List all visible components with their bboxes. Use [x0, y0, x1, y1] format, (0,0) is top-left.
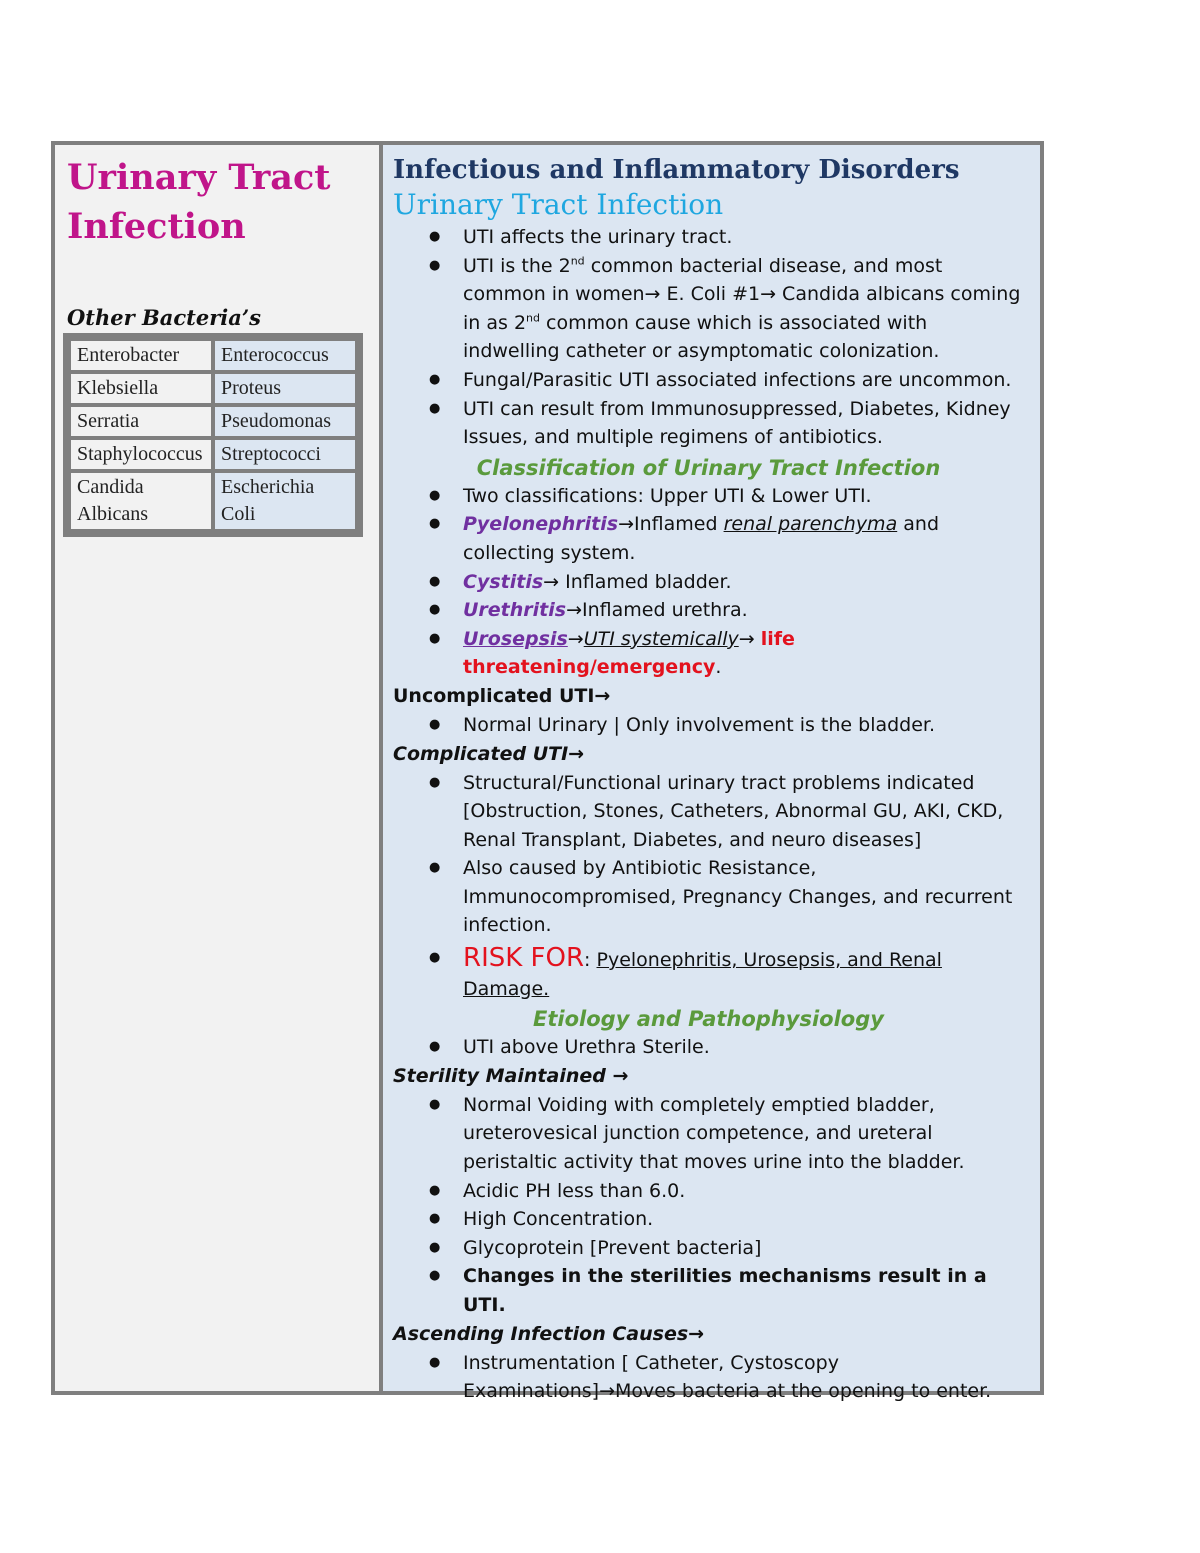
main-heading: Infectious and Inflammatory Disorders [393, 155, 960, 185]
right-column [383, 145, 1040, 1403]
classification-list [393, 482, 1024, 682]
term-urosepsis: Urosepsis [463, 627, 568, 650]
term-cystitis: Cystitis [463, 570, 544, 593]
table-row [71, 407, 355, 436]
list-item: ● Instrumentation [ Catheter, Cystoscopy Examinations]→Moves bacteria at the opening to enter. [463, 1349, 1024, 1406]
list-item: ● Glycoprotein [Prevent bacteria] [463, 1234, 1024, 1263]
list-item: ● Changes in the sterilities mechanisms result in a UTI. [463, 1262, 1024, 1319]
list-item: ● Normal Urinary | Only involvement is the bladder. [463, 711, 1024, 740]
etiology-list [393, 1033, 1024, 1062]
list-item: ● Acidic PH less than 6.0. [463, 1177, 1024, 1206]
item-text: Pyelonephritis, Urosepsis, and Renal Damage. [463, 949, 942, 1000]
list-item: ● Normal Voiding with completely emptied bladder, ureterovesical junction competence, and ureteral peristaltic activity that moves urine into the bladder. [463, 1091, 1024, 1177]
item-text: UTI is the 2 [463, 254, 571, 277]
bacteria-cell: Streptococci [215, 440, 355, 469]
term-pyelonephritis: Pyelonephritis [463, 513, 619, 536]
item-text: renal parenchyma [723, 513, 898, 536]
bacteria-cell: Pseudomonas [215, 407, 355, 436]
table-row [71, 341, 355, 370]
item-text: →Inflamed urethra. [566, 599, 748, 622]
list-item: ● UTI can result from Immunosuppressed, Diabetes, Kidney Issues, and multiple regimens of antibiotics. [463, 395, 1024, 452]
table-row [71, 473, 355, 529]
bacteria-subtitle: Other Bacteria’s [67, 305, 261, 330]
ascending-label: Ascending Infection Causes→ [393, 1322, 705, 1345]
item-text: → [567, 627, 584, 650]
bacteria-cell: Enterobacter [71, 341, 211, 370]
left-column [55, 145, 379, 1391]
uncomplicated-label: Uncomplicated UTI→ [393, 684, 611, 707]
item-text: common bacterial disease, and most common in women→ E. Coli #1→ Candida albicans coming in as 2 [463, 254, 1021, 334]
bacteria-cell: Candida Albicans [71, 473, 211, 529]
list-item: ● Also caused by Antibiotic Resistance, Immunocompromised, Pregnancy Changes, and recurrent infection. [463, 854, 1024, 940]
bacteria-cell: Serratia [71, 407, 211, 436]
list-item [463, 252, 1024, 366]
warning-text: life threatening/emergency [463, 627, 795, 679]
complicated-label: Complicated UTI→ [393, 742, 585, 765]
item-text: → Inflamed bladder. [543, 570, 732, 593]
item-text: . [715, 656, 722, 679]
document-table [51, 141, 1044, 1403]
list-item [463, 625, 1024, 682]
item-text: →Inflamed [618, 513, 724, 536]
list-item: ● Fungal/Parasitic UTI associated infections are uncommon. [463, 366, 1024, 395]
superscript: nd [570, 254, 585, 268]
list-item: ● UTI above Urethra Sterile. [463, 1033, 1024, 1062]
bacteria-cell: Staphylococcus [71, 440, 211, 469]
sub-heading: Urinary Tract Infection [393, 188, 724, 221]
left-title-line2: Infection [67, 206, 246, 247]
item-text: → [738, 627, 761, 650]
bacteria-cell: Klebsiella [71, 374, 211, 403]
risk-label: RISK FOR [463, 943, 585, 974]
table-row [71, 440, 355, 469]
list-item: ● UTI affects the urinary tract. [463, 223, 1024, 252]
item-text: and collecting system. [463, 513, 940, 564]
sterility-label: Sterility Maintained → [393, 1064, 629, 1087]
bacteria-cell: Proteus [215, 374, 355, 403]
bacteria-cell: Escherichia Coli [215, 473, 355, 529]
item-text: : [584, 949, 597, 972]
list-item: ● High Concentration. [463, 1205, 1024, 1234]
list-item [463, 596, 1024, 625]
item-text: UTI systemically [583, 627, 739, 650]
list-item: ● Two classifications: Upper UTI & Lower UTI. [463, 482, 1024, 511]
superscript: nd [526, 311, 540, 325]
intro-list [393, 223, 1024, 452]
etiology-title: Etiology and Pathophysiology [533, 1007, 884, 1032]
list-item [463, 568, 1024, 597]
left-title [67, 153, 367, 251]
left-title-line1: Urinary Tract [67, 157, 331, 198]
classification-title: Classification of Urinary Tract Infection [476, 455, 941, 480]
sterility-list [393, 1091, 1024, 1320]
uncomplicated-list [393, 711, 1024, 740]
table-row [71, 374, 355, 403]
item-text: common cause which is associated with indwelling catheter or asymptomatic colonization. [463, 311, 940, 363]
bacteria-table [63, 333, 363, 537]
complicated-list [393, 769, 1024, 1004]
list-item [463, 510, 1024, 567]
ascending-list [393, 1349, 1024, 1406]
term-urethritis: Urethritis [463, 599, 567, 622]
list-item: ● Structural/Functional urinary tract problems indicated [Obstruction, Stones, Catheters, Abnormal GU, AKI, CKD, Renal Transplant, Diabetes, and neuro diseases] [463, 769, 1024, 855]
list-item [463, 944, 1024, 1003]
bacteria-cell: Enterococcus [215, 341, 355, 370]
